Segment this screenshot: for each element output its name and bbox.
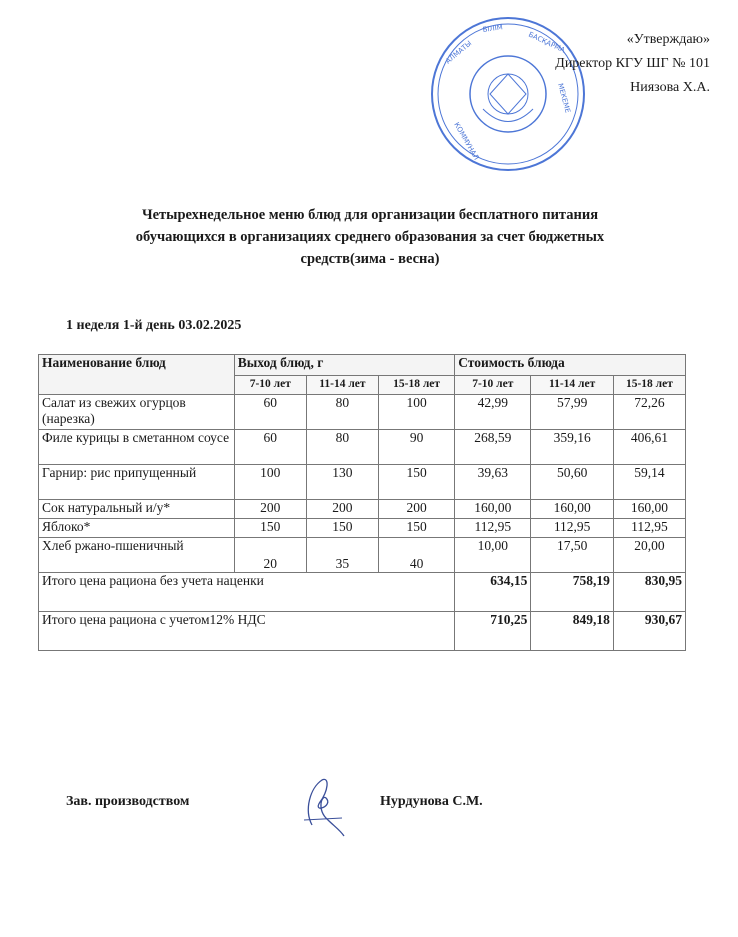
dish-name: Гарнир: рис припущенный [39, 465, 235, 500]
total-label: Итого цена рациона без учета наценки [39, 573, 455, 612]
footer-name: Нурдунова С.М. [380, 794, 483, 809]
svg-text:АЛМАТЫ: АЛМАТЫ [444, 39, 474, 66]
total-cost-cell: 830,95 [613, 573, 685, 612]
total-cost-cell: 758,19 [531, 573, 613, 612]
document-title [60, 204, 680, 270]
svg-text:БАСҚАРМА: БАСҚАРМА [527, 30, 567, 55]
svg-text:КОММУНАЛ: КОММУНАЛ [452, 121, 481, 162]
svg-text:БІЛІМ: БІЛІМ [482, 23, 504, 34]
svg-text:МЕКЕМЕ: МЕКЕМЕ [556, 82, 572, 114]
yield-cell: 200 [378, 500, 454, 519]
yield-cell: 150 [306, 519, 378, 538]
title-line-1: Четырехнедельное меню блюд для организации бесплатного питания [141, 207, 599, 223]
cost-cell: 112,95 [531, 519, 613, 538]
table-row [39, 500, 686, 519]
header-age: 15-18 лет [378, 376, 454, 395]
cost-cell: 160,00 [613, 500, 685, 519]
cost-cell: 50,60 [531, 465, 613, 500]
cost-cell: 17,50 [531, 538, 613, 573]
cost-cell: 406,61 [613, 430, 685, 465]
dish-name: Яблоко* [39, 519, 235, 538]
day-heading: 1 неделя 1-й день 03.02.2025 [66, 318, 242, 333]
approval-name: Ниязова Х.А. [630, 80, 710, 95]
dish-name: Сок натуральный и/у* [39, 500, 235, 519]
handwritten-signature [282, 770, 362, 840]
menu-table [38, 354, 686, 651]
cost-cell: 42,99 [455, 395, 531, 430]
header-age: 7-10 лет [455, 376, 531, 395]
table-row [39, 395, 686, 430]
yield-cell: 90 [378, 430, 454, 465]
yield-cell: 200 [234, 500, 306, 519]
header-age: 7-10 лет [234, 376, 306, 395]
yield-cell: 60 [234, 395, 306, 430]
cost-cell: 10,00 [455, 538, 531, 573]
yield-cell: 35 [306, 538, 378, 573]
header-cost: Стоимость блюда [455, 355, 686, 376]
total-cost-cell: 710,25 [455, 612, 531, 651]
total-label: Итого цена рациона с учетом12% НДС [39, 612, 455, 651]
yield-cell: 100 [234, 465, 306, 500]
cost-cell: 160,00 [531, 500, 613, 519]
yield-cell: 100 [378, 395, 454, 430]
cost-cell: 39,63 [455, 465, 531, 500]
cost-cell: 359,16 [531, 430, 613, 465]
cost-cell: 112,95 [455, 519, 531, 538]
yield-cell: 150 [378, 519, 454, 538]
dish-name: Хлеб ржано-пшеничный [39, 538, 235, 573]
yield-cell: 150 [234, 519, 306, 538]
yield-cell: 40 [378, 538, 454, 573]
title-line-2: обучающихся в организациях среднего образования за счет бюджетных [135, 229, 605, 245]
table-row [39, 465, 686, 500]
total-cost-cell: 930,67 [613, 612, 685, 651]
yield-cell: 80 [306, 395, 378, 430]
dish-name: Филе курицы в сметанном соусе [39, 430, 235, 465]
title-line-3: средств(зима - весна) [300, 251, 440, 267]
cost-cell: 72,26 [613, 395, 685, 430]
cost-cell: 268,59 [455, 430, 531, 465]
dish-name: Салат из свежих огурцов (нарезка) [39, 395, 235, 430]
total-row [39, 573, 686, 612]
approval-block [510, 28, 710, 100]
header-age: 11-14 лет [306, 376, 378, 395]
yield-cell: 80 [306, 430, 378, 465]
header-yield: Выход блюд, г [234, 355, 454, 376]
cost-cell: 59,14 [613, 465, 685, 500]
yield-cell: 60 [234, 430, 306, 465]
yield-cell: 150 [378, 465, 454, 500]
yield-cell: 200 [306, 500, 378, 519]
table-row [39, 430, 686, 465]
approval-director: Директор КГУ ШГ № 101 [555, 56, 710, 71]
table-row [39, 519, 686, 538]
total-row [39, 612, 686, 651]
header-age: 15-18 лет [613, 376, 685, 395]
footer-role: Зав. производством [66, 794, 190, 809]
table-header-row [39, 355, 686, 376]
yield-cell: 130 [306, 465, 378, 500]
total-cost-cell: 634,15 [455, 573, 531, 612]
total-cost-cell: 849,18 [531, 612, 613, 651]
header-dish-name: Наименование блюд [39, 355, 235, 395]
cost-cell: 112,95 [613, 519, 685, 538]
cost-cell: 57,99 [531, 395, 613, 430]
table-row [39, 538, 686, 573]
cost-cell: 20,00 [613, 538, 685, 573]
approval-title: «Утверждаю» [626, 32, 710, 47]
cost-cell: 160,00 [455, 500, 531, 519]
header-age: 11-14 лет [531, 376, 613, 395]
yield-cell: 20 [234, 538, 306, 573]
